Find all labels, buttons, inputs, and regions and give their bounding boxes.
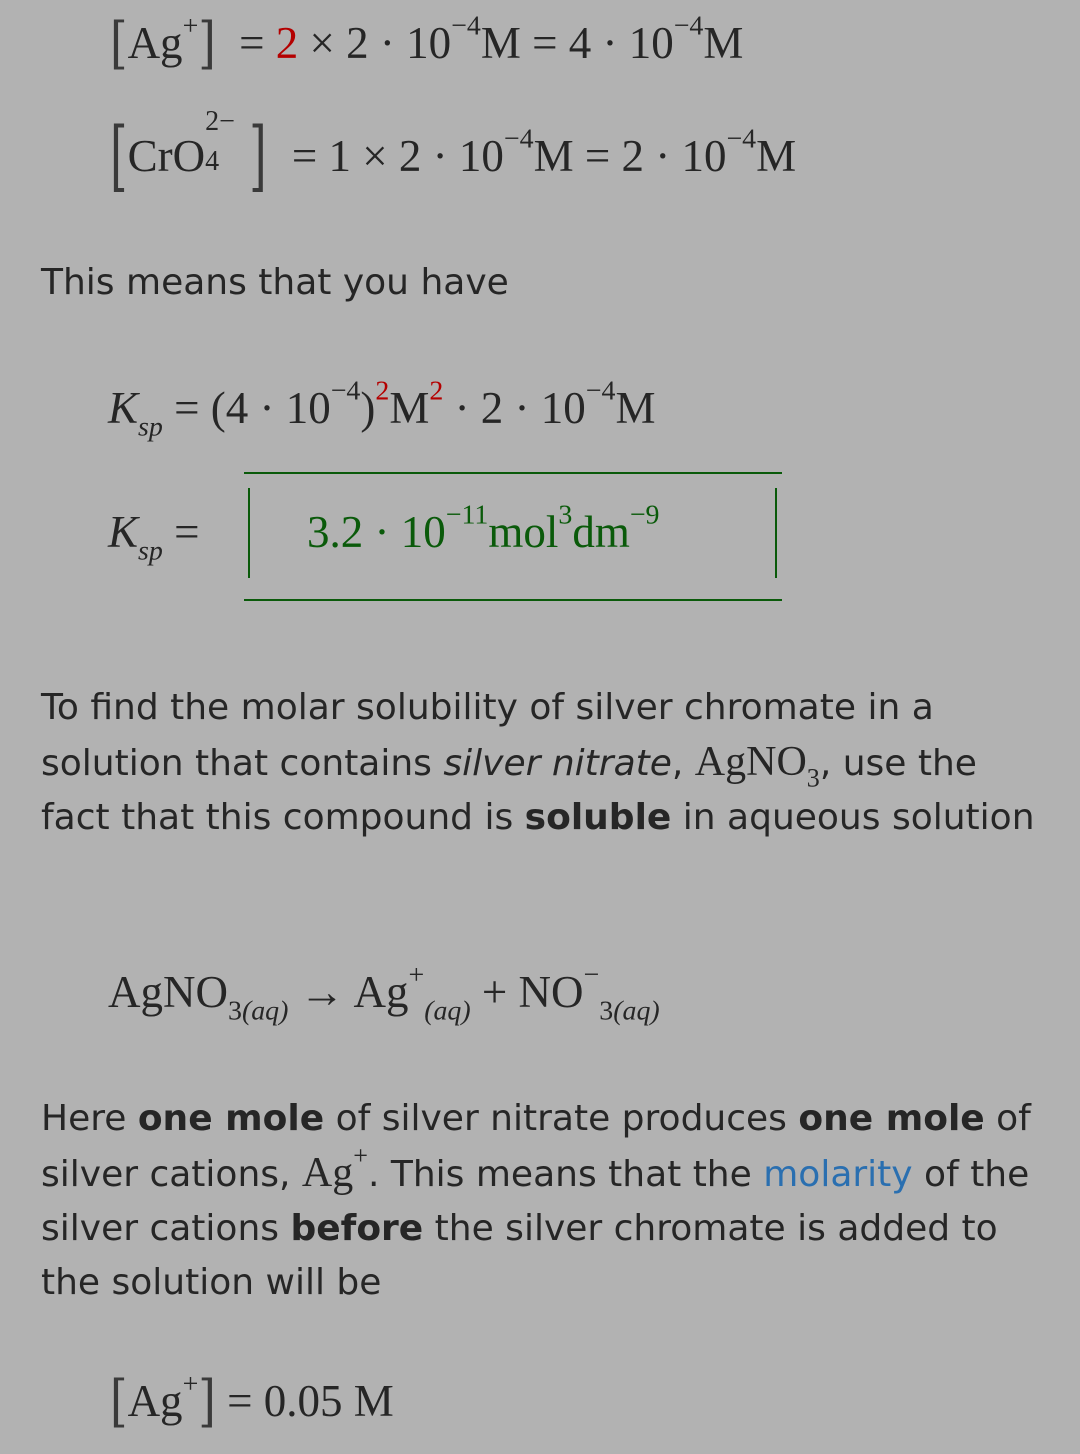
- cro-symbol: CrO: [127, 131, 206, 181]
- final-ag-concentration: [Ag+] = 0.05 M: [110, 1367, 394, 1434]
- left-bracket: [: [110, 9, 128, 76]
- left-bracket: [: [110, 110, 128, 201]
- right-bracket: ]: [249, 110, 267, 201]
- answer-box-top: [244, 472, 782, 474]
- molarity-link[interactable]: molarity: [763, 1154, 913, 1195]
- answer-box-left: [248, 488, 250, 578]
- square-exponent: 2: [375, 375, 390, 407]
- ag-charge: +: [182, 10, 199, 42]
- right-bracket: ]: [198, 1367, 216, 1434]
- dissociation-equation: AgNO$_{3(aq)}$ → $Ag^+_{(aq)} + NO^-_{3(aq)}$: [108, 959, 660, 1027]
- paragraph-intro-ksp: This means that you have: [41, 262, 509, 303]
- cro4-concentration-equation: [CrO 2− 4 ] = $1 \times 2 \cdot 10^{-4}M = 2 \cdot 10^{-4}M$: [110, 106, 797, 201]
- left-bracket: [: [110, 1367, 128, 1434]
- paragraph-one-mole: Here one mole of silver nitrate produces one mole of silver cations, Ag+. This means that the molarity of the silver cations before the silver chromate is added to the solution will be: [41, 1098, 1031, 1303]
- molar-squared-exponent: 2: [429, 375, 444, 407]
- reaction-arrow: →: [288, 967, 354, 1017]
- agno3-formula: AgNO: [694, 739, 807, 785]
- chromate-charge: 2−: [205, 106, 235, 137]
- right-bracket: ]: [198, 9, 216, 76]
- ag-symbol: Ag: [127, 18, 183, 68]
- paragraph-silver-nitrate: To find the molar solubility of silver chromate in a solution that contains silver nitrate, AgNO$_3$, use the fact that this compound is soluble in aqueous solution: [41, 687, 1035, 838]
- ksp-result-label: $K_{sp}$ =: [108, 507, 200, 567]
- answer-box-bottom: [244, 599, 782, 601]
- chromate-subscript: 4: [205, 146, 220, 177]
- answer-box-right: [775, 488, 777, 578]
- ksp-result-value: $3.2 \cdot 10^{-11}mol^3dm^{-9}$: [307, 499, 660, 557]
- ksp-expression-equation: $K_{sp} = (4 \cdot 10^{-4})^2M^2 \cdot 2 \cdot 10^{-4}M$: [108, 375, 656, 443]
- ag-concentration-equation: $[Ag^+] = 2 \times 2 \cdot 10^{-4}M = 4 \cdot 10^{-4}M$: [110, 9, 744, 76]
- eq-rest: × 2 · 10: [298, 18, 452, 68]
- stoich-coefficient: 2: [275, 18, 299, 68]
